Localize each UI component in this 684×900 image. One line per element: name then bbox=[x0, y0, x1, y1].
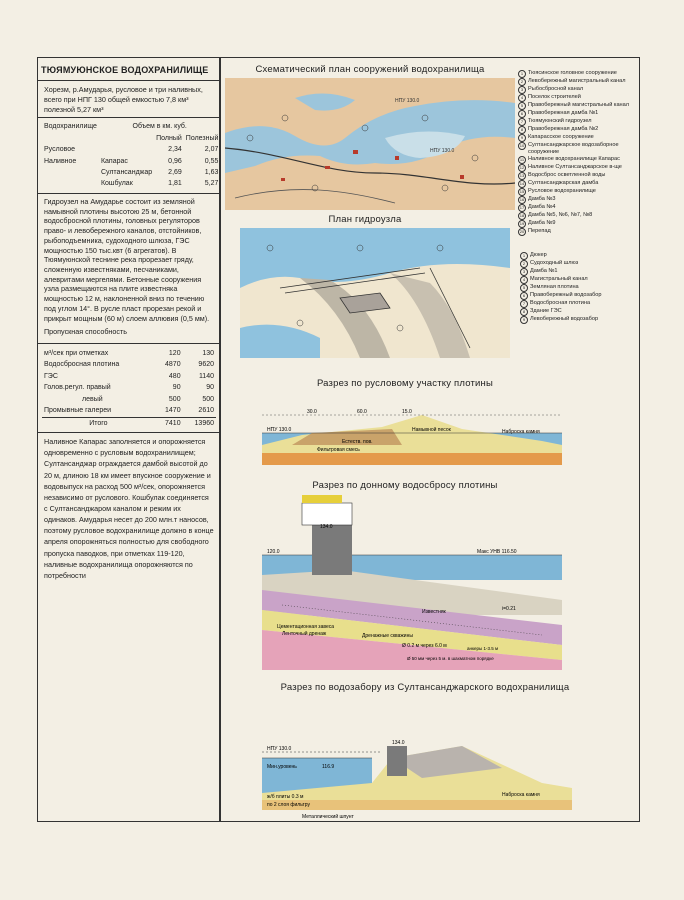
plan-label-npu: НПУ 130.0 bbox=[430, 148, 455, 154]
col-reservoir: Водохранилище bbox=[44, 123, 97, 131]
legend-number-icon: 17 bbox=[519, 204, 525, 210]
section1-drawing bbox=[262, 405, 562, 470]
hydro-legend bbox=[520, 252, 638, 324]
plan-legend bbox=[518, 70, 636, 236]
left-column bbox=[41, 60, 219, 581]
legend-label: Здание ГЭС bbox=[530, 308, 562, 314]
svg-text:Цементационная завеса: Цементационная завеса bbox=[277, 624, 335, 630]
legend-label: Капарасское сооружение bbox=[528, 134, 594, 140]
legend-label: Дюкер bbox=[530, 252, 547, 258]
plan-legend-item bbox=[518, 212, 636, 220]
legend-number-icon: 5 bbox=[518, 102, 526, 110]
plan-legend-item bbox=[518, 220, 636, 228]
legend-number-icon: 16 bbox=[519, 196, 525, 202]
svg-text:Металлический шпунт: Металлический шпунт bbox=[302, 814, 354, 820]
legend-number-icon: 14 bbox=[519, 180, 525, 186]
hydro-legend-item bbox=[520, 260, 638, 268]
svg-text:Ø 50 мм через 5 м. в шахматном: Ø 50 мм через 5 м. в шахматном порядке bbox=[407, 656, 494, 661]
legend-label: Тюямуюнский гидроузел bbox=[528, 118, 592, 124]
plan-label-npu: НПУ 130.0 bbox=[395, 98, 420, 104]
legend-number-icon: 19 bbox=[519, 220, 525, 226]
svg-text:Известняк: Известняк bbox=[422, 609, 446, 615]
section2-drawing bbox=[262, 495, 562, 670]
svg-text:Наброска камня: Наброска камня bbox=[502, 429, 540, 435]
legend-number-icon: 2 bbox=[520, 260, 528, 268]
svg-text:ж/б плиты 0.3 м: ж/б плиты 0.3 м bbox=[267, 794, 304, 800]
capacity-title: Пропускная способность bbox=[44, 327, 128, 337]
description-paragraph: Гидроузел на Амударье состоит из земляной намывной плотины высотою 25 м, бетонной водосбросной плотины, головных регуляторов право- и левобережного каналов, отстойников, рыбоподъемника, судоходного шлюза, ГЭС мощностью 150 тыс.квт (6 агрегатов). В Тюямуюнской теснине река прорезает гряду, сложенную известняками, песчаниками, алевритами мергелями. Бетонные сооружения узла размещаются на плите известняка мощностью 12 м, наклоненной вниз по течению под углом 14°. В русле пласт прорезан рекой и прикрыт мощным (60 м) слоем аллювия (0,5 мм). bbox=[44, 196, 210, 323]
legend-number-icon: 8 bbox=[520, 308, 528, 316]
legend-number-icon: 12 bbox=[519, 164, 525, 170]
svg-text:Макс УНВ 116.50: Макс УНВ 116.50 bbox=[477, 549, 517, 555]
legend-label: Правобережный магистральный канал bbox=[528, 102, 630, 108]
svg-text:НПУ 130.0: НПУ 130.0 bbox=[267, 427, 292, 433]
hydro-plan-title: План гидроузла bbox=[328, 214, 402, 225]
table-row: Голов.регул. правый 90 90 bbox=[44, 384, 214, 392]
legend-number-icon: 3 bbox=[518, 86, 526, 94]
legend-label: Правобережная дамба №1 bbox=[528, 110, 599, 116]
hydro-legend-item bbox=[520, 292, 638, 300]
legend-number-icon: 7 bbox=[520, 300, 528, 308]
legend-label: Дамба №5, №6, №7, №8 bbox=[528, 211, 593, 218]
svg-text:Ленточный дренаж: Ленточный дренаж bbox=[282, 631, 327, 637]
hydro-legend-item bbox=[520, 308, 638, 316]
capacity-table: м³/сек при отметках 120 130 Водосбросная плотина 4870 9620 ГЭС 480 1140 Голов.регул. правый 90 90 левый 500 500 Промывные галереи 1470 2610 Итого 7410 13960 bbox=[42, 348, 216, 429]
plan-legend-item bbox=[518, 142, 636, 156]
legend-number-icon: 1 bbox=[520, 252, 528, 260]
legend-label: Перепад bbox=[528, 227, 551, 234]
svg-text:Дренажные скважины: Дренажные скважины bbox=[362, 633, 413, 639]
section2-title: Разрез по донному водосбросу плотины bbox=[312, 480, 498, 491]
plan-legend-item bbox=[518, 164, 636, 172]
table-row: ГЭС 480 1140 bbox=[44, 372, 214, 380]
legend-label: Правобережный водозабор bbox=[530, 292, 602, 298]
hydro-plan-drawing bbox=[240, 228, 510, 358]
table-row: Кошбулак 1,81 5,27 bbox=[100, 180, 219, 188]
svg-text:Мин.уровень: Мин.уровень bbox=[267, 764, 297, 770]
svg-text:Фильтровая смесь: Фильтровая смесь bbox=[317, 447, 360, 453]
legend-label: Рыбосбросной канал bbox=[528, 86, 584, 92]
legend-label: Дамба №9 bbox=[528, 219, 556, 226]
legend-number-icon: 3 bbox=[520, 268, 528, 276]
plan-legend-item bbox=[518, 70, 636, 78]
section3-title: Разрез по водозабору из Султансанджарского водохранилища bbox=[280, 682, 570, 693]
hydro-legend-item bbox=[520, 300, 638, 308]
legend-label: Султансанджарское водозаборное сооружение bbox=[528, 142, 619, 155]
section3-drawing bbox=[262, 738, 572, 820]
plan-legend-item bbox=[518, 228, 636, 236]
legend-number-icon: 9 bbox=[520, 316, 528, 324]
plan-legend-item bbox=[518, 94, 636, 102]
volume-table bbox=[42, 121, 220, 190]
reservoir-plan-map bbox=[225, 78, 515, 210]
section1-title: Разрез по русловому участку плотины bbox=[316, 378, 494, 389]
svg-text:Намывной песок: Намывной песок bbox=[412, 427, 451, 433]
legend-number-icon: 7 bbox=[518, 118, 526, 126]
svg-text:НПУ 130.0: НПУ 130.0 bbox=[267, 746, 292, 752]
hydro-legend-item bbox=[520, 284, 638, 292]
legend-label: Султансанджарская дамба bbox=[528, 179, 599, 186]
svg-text:134.0: 134.0 bbox=[320, 524, 333, 530]
plan-legend-item bbox=[518, 172, 636, 180]
col-useful: Полезный bbox=[185, 134, 219, 142]
total-row: Итого 7410 13960 bbox=[42, 417, 216, 429]
hydro-legend-item bbox=[520, 268, 638, 276]
hydro-legend-item bbox=[520, 316, 638, 324]
legend-label: Дамба №3 bbox=[528, 195, 556, 202]
legend-number-icon: 15 bbox=[519, 188, 525, 194]
legend-number-icon: 9 bbox=[518, 134, 526, 142]
legend-number-icon: 5 bbox=[520, 284, 528, 292]
legend-label: Наливное Султансанджарское в-ще bbox=[528, 163, 622, 170]
legend-number-icon: 6 bbox=[520, 292, 528, 300]
legend-label: Земляная плотина bbox=[530, 284, 579, 290]
hydro-legend-item bbox=[520, 276, 638, 284]
svg-text:30.0: 30.0 bbox=[307, 409, 317, 415]
plan-legend-item bbox=[518, 134, 636, 142]
legend-number-icon: 8 bbox=[518, 126, 526, 134]
plan-legend-item bbox=[518, 102, 636, 110]
legend-label: Судоходный шлюз bbox=[530, 260, 579, 266]
svg-text:анкеры 1-3.5 м: анкеры 1-3.5 м bbox=[467, 646, 499, 651]
legend-number-icon: 20 bbox=[519, 228, 525, 234]
legend-number-icon: 11 bbox=[519, 156, 525, 162]
legend-label: Левобережный водозабор bbox=[530, 316, 599, 322]
legend-label: Наливное водохранилище Капарас bbox=[528, 155, 620, 162]
legend-number-icon: 13 bbox=[519, 172, 525, 178]
plan-legend-item bbox=[518, 156, 636, 164]
legend-label: Водосбросная плотина bbox=[530, 300, 591, 306]
legend-number-icon: 4 bbox=[518, 94, 526, 102]
page-title: ТЮЯМУЮНСКОЕ ВОДОХРАНИЛИЩЕ bbox=[37, 60, 221, 81]
legend-label: Тюясинское головное сооружение bbox=[528, 70, 617, 76]
col-volume: Объем в км. куб. bbox=[132, 123, 187, 131]
plan-legend-item bbox=[518, 188, 636, 196]
plan-legend-item bbox=[518, 180, 636, 188]
legend-label: Левобережный магистральный канал bbox=[528, 78, 626, 84]
legend-label: Магистральный канал bbox=[530, 276, 588, 282]
legend-number-icon: 4 bbox=[520, 276, 528, 284]
legend-number-icon: 18 bbox=[519, 212, 525, 218]
reservoir-paragraph: Наливное Капарас заполняется и опорожняется одновременно с русловым водохранилищем; Султансанджар ограждается дамбой высотой до 20 м, длиною 18 км имеет впускное сооружение и водовыпуск на расход 500 м³/сек, опорожняется независимо от руслового. Кошбулак соединяется с Султансанджаром каналом и режим их одинаков. Амударья несет до 200 млн.т наносов, поэтому русловое водохранилище должно в конце апреля опорожняться полностью для свободного пропуска паводков, при отметках 119-120, наливные водохранилища опорожняются по потребности bbox=[44, 437, 214, 580]
svg-text:116.9: 116.9 bbox=[322, 764, 335, 770]
legend-label: Правобережная дамба №2 bbox=[528, 126, 599, 132]
table-row: Промывные галереи 1470 2610 bbox=[44, 407, 214, 415]
table-row: Русловое 2,34 2,07 bbox=[44, 146, 219, 154]
svg-text:i=0.21: i=0.21 bbox=[502, 606, 516, 612]
svg-text:60.0: 60.0 bbox=[357, 409, 367, 415]
svg-text:15.0: 15.0 bbox=[402, 409, 412, 415]
legend-label: Поселок строителей bbox=[528, 94, 581, 100]
legend-number-icon: 2 bbox=[518, 78, 526, 86]
table-row: левый 500 500 bbox=[82, 395, 214, 403]
plan-legend-item bbox=[518, 78, 636, 86]
legend-label: Водосброс осветленной воды bbox=[528, 171, 606, 178]
col-full: Полный bbox=[156, 134, 182, 142]
plan-legend-item bbox=[518, 86, 636, 94]
legend-label: Дамба №4 bbox=[528, 203, 556, 210]
svg-text:Естеств. пов.: Естеств. пов. bbox=[342, 439, 373, 445]
table-row: Наливное Капарас 0,96 0,55 bbox=[44, 157, 219, 165]
svg-text:120.0: 120.0 bbox=[267, 549, 280, 555]
plan-legend-item bbox=[518, 204, 636, 212]
plan-legend-item bbox=[518, 118, 636, 126]
plan-legend-item bbox=[518, 126, 636, 134]
legend-label: Русловое водохранилище bbox=[528, 187, 596, 194]
legend-number-icon: 10 bbox=[519, 143, 525, 148]
legend-number-icon: 1 bbox=[518, 70, 526, 78]
table-row: Водосбросная плотина 4870 9620 bbox=[44, 361, 214, 369]
svg-text:Ø 0.2 м через 6.0 м: Ø 0.2 м через 6.0 м bbox=[402, 643, 447, 649]
svg-text:Наброска камня: Наброска камня bbox=[502, 792, 540, 798]
plan-legend-item bbox=[518, 196, 636, 204]
table-row: Султансанджар 2,69 1,63 bbox=[100, 169, 219, 177]
plan-title: Схематический план сооружений водохранилища bbox=[255, 64, 485, 75]
svg-text:по 2 слоя фильтру: по 2 слоя фильтру bbox=[267, 802, 310, 808]
legend-number-icon: 6 bbox=[518, 110, 526, 118]
hydro-legend-item bbox=[520, 252, 638, 260]
legend-label: Дамба №1 bbox=[530, 268, 558, 274]
plan-legend-item bbox=[518, 110, 636, 118]
capacity-head: м³/сек при отметках bbox=[44, 349, 109, 357]
intro-text: Хорезм, р.Амударья, русловое и три наливных, всего при НПГ 130 общей емкостью 7,8 км³ полезной 5,27 км³ bbox=[44, 85, 203, 114]
svg-text:134.0: 134.0 bbox=[392, 740, 405, 746]
